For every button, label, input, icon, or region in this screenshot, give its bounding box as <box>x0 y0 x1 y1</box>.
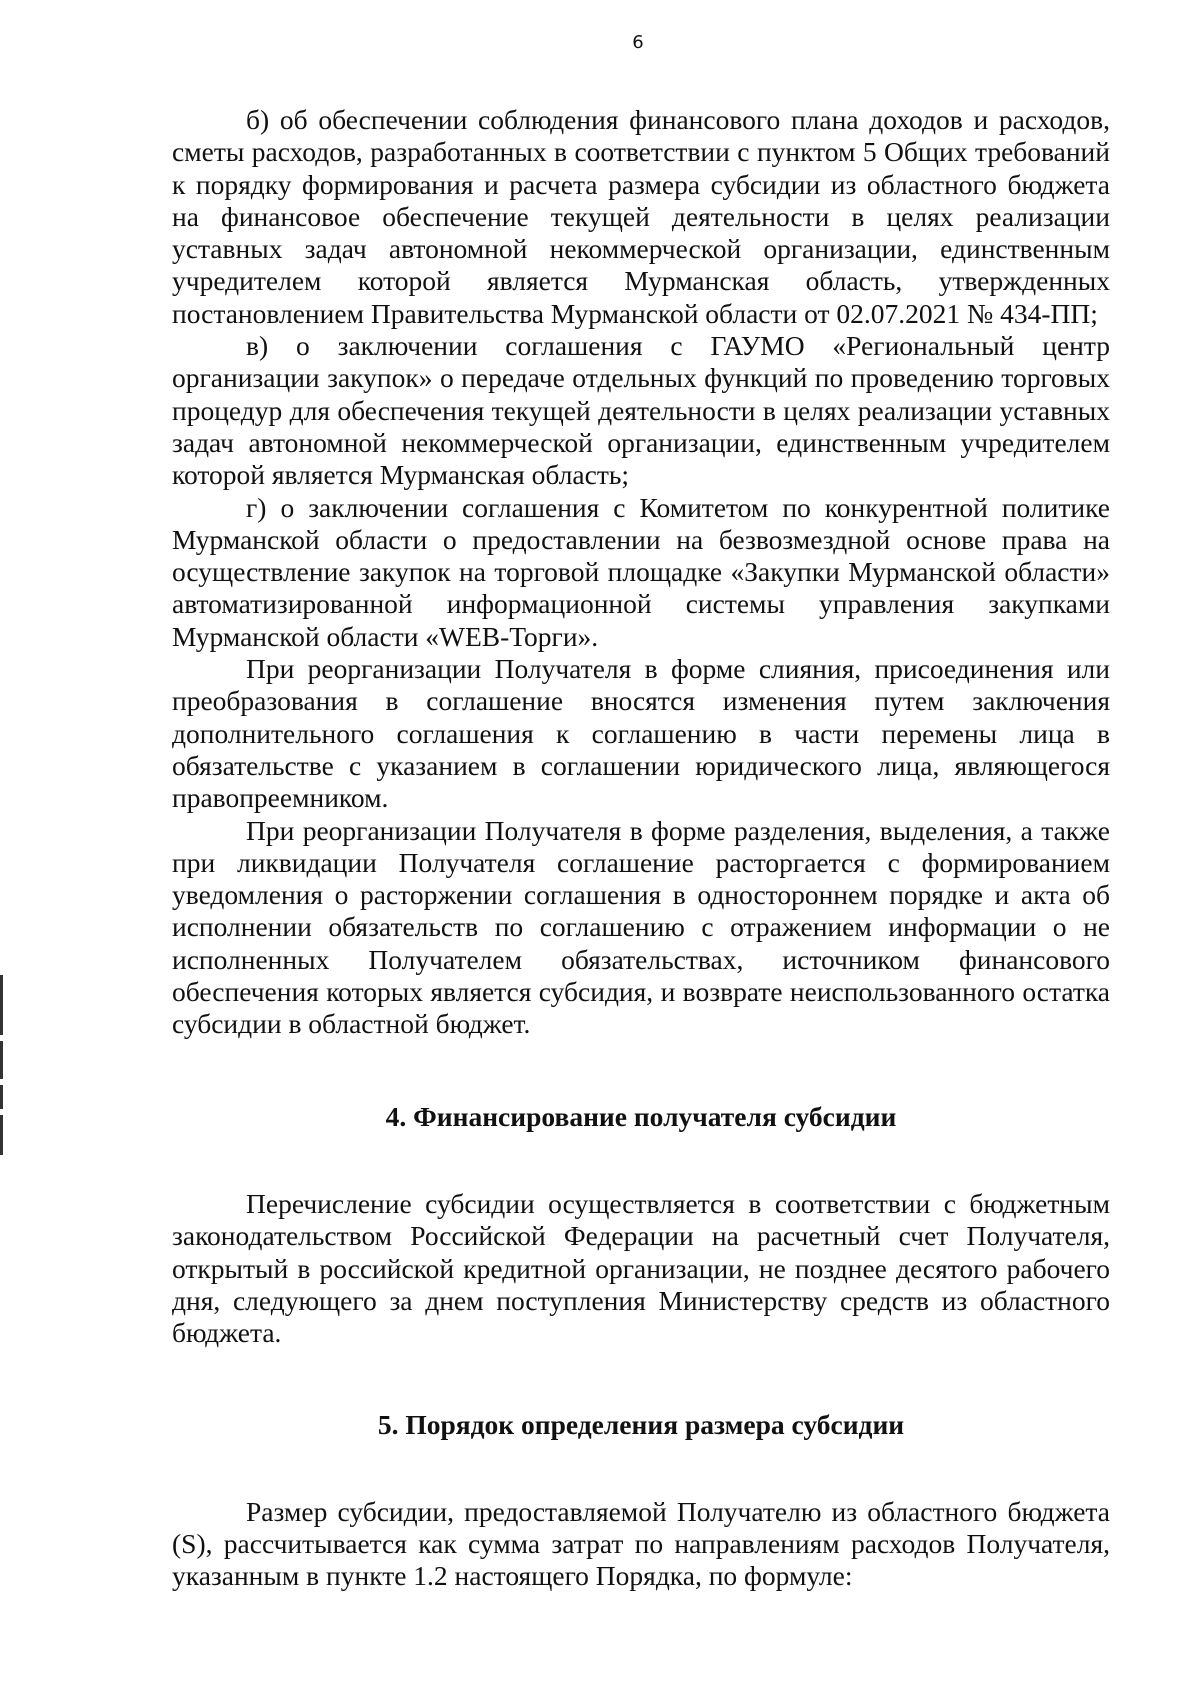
paragraph-reorganization-division: При реорганизации Получателя в форме разделения, выделения, а также при ликвидации Получателя соглашение расторгается с формированием уведомления о расторжении соглашения в одностороннем порядке и акта об исполнении обязательств по соглашению с отражением информации о не исполненных Получателем обязательствах, источником финансового обеспечения которых является субсидия, и возврате неиспользованного остатка субсидии в областной бюджет. <box>172 814 1110 1040</box>
paragraph-v: в) о заключении соглашения с ГАУМО «Региональный центр организации закупок» о передаче отдельных функций по проведению торговых процедур для обеспечения текущей деятельности в целях реализации уставных задач автономной некоммерческой организации, единственным учредителем которой является Мурманская область; <box>172 330 1110 491</box>
paragraph-g: г) о заключении соглашения с Комитетом по конкурентной политике Мурманской области о предоставлении на безвозмездной основе права на осуществление закупок на торговой площадке «Закупки Мурманской области» автоматизированной информационной системы управления закупками Мурманской области «WEB-Торги». <box>172 491 1110 652</box>
paragraph-b: б) об обеспечении соблюдения финансового плана доходов и расходов, сметы расходов, разработанных в соответствии с пунктом 5 Общих требований к порядку формирования и расчета размера субсидии из областного бюджета на финансовое обеспечение текущей деятельности в целях реализации уставных задач автономной некоммерческой организации, единственным учредителем которой является Мурманская область, утвержденных постановлением Правительства Мурманской области от 02.07.2021 № 434-ПП; <box>172 104 1110 329</box>
paragraph-reorganization-merger: При реорганизации Получателя в форме слияния, присоединения или преобразования в соглашение вносятся изменения путем заключения дополнительного соглашения к соглашению в части перемены лица в обязательстве с указанием в соглашении юридического лица, являющегося правопреемником. <box>172 653 1110 814</box>
section-4-heading: 4. Финансирование получателя субсидии <box>385 1100 897 1132</box>
scan-edge-marks <box>0 975 3 1175</box>
page-number: 6 <box>632 32 644 53</box>
document-body <box>172 104 1110 1593</box>
section-4-paragraph: Перечисление субсидии осуществляется в соответствии с бюджетным законодательством Российской Федерации на расчетный счет Получателя, открытый в российской кредитной организации, не позднее десятого рабочего дня, следующего за днем поступления Министерству средств из областного бюджета. <box>172 1187 1110 1349</box>
section-5-heading: 5. Порядок определения размера субсидии <box>377 1409 905 1441</box>
section-5-paragraph: Размер субсидии, предоставляемой Получателю из областного бюджета (S), рассчитывается как сумма затрат по направлениям расходов Получателя, указанным в пункте 1.2 настоящего Порядка, по формуле: <box>172 1495 1110 1592</box>
